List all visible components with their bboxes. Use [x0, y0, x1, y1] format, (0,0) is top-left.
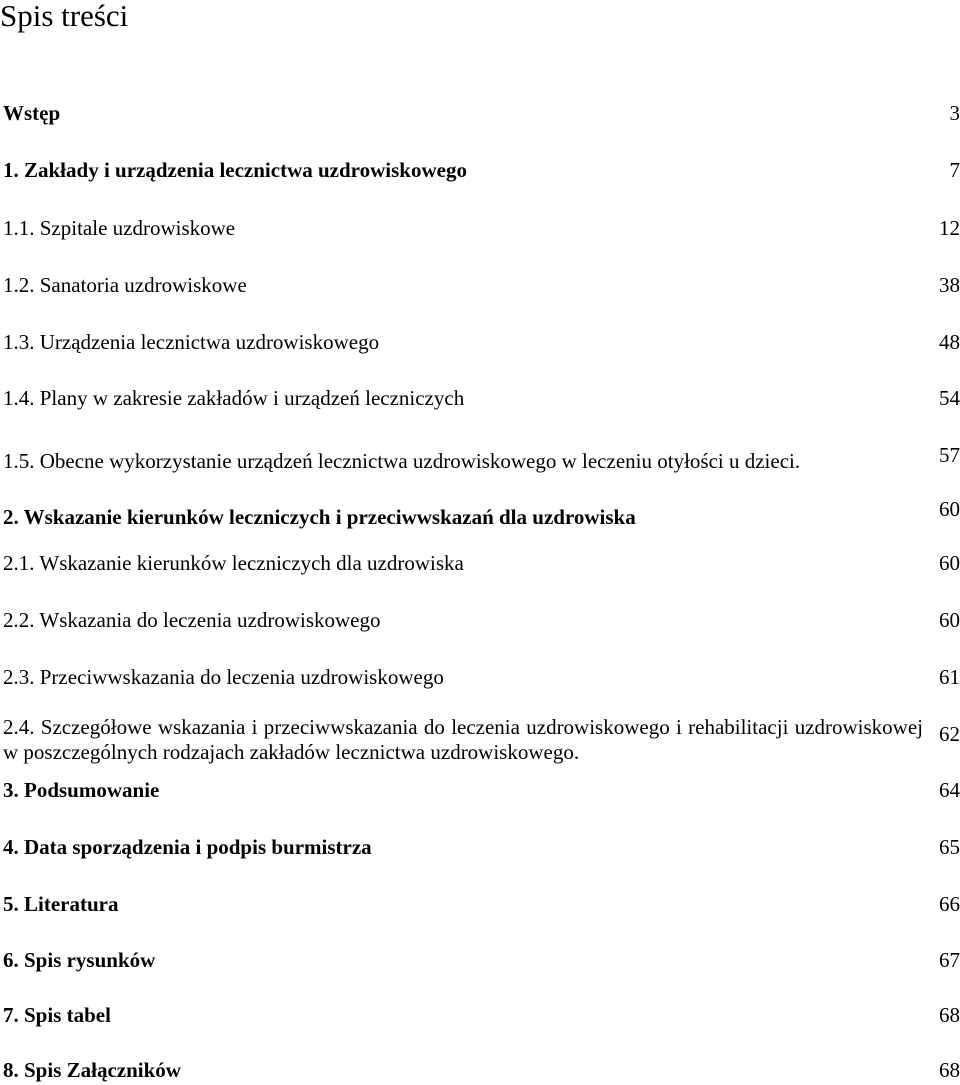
toc-page-number: 64: [939, 778, 960, 802]
toc-entry-chapter-4[interactable]: 4. Data sporządzenia i podpis burmistrza: [3, 835, 372, 859]
toc-page-number: 48: [939, 330, 960, 354]
toc-entry-section-1-3[interactable]: 1.3. Urządzenia lecznictwa uzdrowiskowego: [3, 330, 380, 354]
toc-page-number: 66: [939, 892, 960, 916]
toc-page-number: 3: [949, 101, 960, 125]
toc-page-number: 60: [939, 497, 960, 521]
toc-entry-chapter-1[interactable]: 1. Zakłady i urządzenia lecznictwa uzdrowiskowego: [3, 158, 467, 182]
toc-page-number: 60: [939, 551, 960, 575]
toc-page-number: 12: [939, 216, 960, 240]
toc-entry-section-1-1[interactable]: 1.1. Szpitale uzdrowiskowe: [3, 216, 236, 240]
toc-page-number: 38: [939, 273, 960, 297]
toc-entry-chapter-8[interactable]: 8. Spis Załączników: [3, 1058, 181, 1082]
toc-page-number: 7: [949, 158, 960, 182]
toc-entry-chapter-6[interactable]: 6. Spis rysunków: [3, 948, 156, 972]
toc-page-number: 61: [939, 665, 960, 689]
toc-entry-section-2-2[interactable]: 2.2. Wskazania do leczenia uzdrowiskowego: [3, 608, 381, 632]
toc-entry-chapter-7[interactable]: 7. Spis tabel: [3, 1003, 111, 1027]
page-title: Spis treści: [0, 0, 129, 33]
toc-page-number: 65: [939, 835, 960, 859]
toc-entry-section-2-4[interactable]: 2.4. Szczegółowe wskazania i przeciwwskazania do leczenia uzdrowiskowego i rehabilitacji uzdrowiskowej w poszczególnych rodzajach zakładów lecznictwa uzdrowiskowego.: [3, 715, 923, 764]
toc-page-number: 68: [939, 1003, 960, 1027]
toc-page-number: 57: [939, 443, 960, 467]
toc-entry-chapter-2[interactable]: 2. Wskazanie kierunków leczniczych i przeciwwskazań dla uzdrowiska: [3, 505, 636, 529]
toc-entry-chapter-5[interactable]: 5. Literatura: [3, 892, 119, 916]
toc-entry-section-1-2[interactable]: 1.2. Sanatoria uzdrowiskowe: [3, 273, 247, 297]
toc-page-number: 54: [939, 386, 960, 410]
toc-entry-section-2-1[interactable]: 2.1. Wskazanie kierunków leczniczych dla uzdrowiska: [3, 551, 464, 575]
toc-entry-section-1-5[interactable]: 1.5. Obecne wykorzystanie urządzeń lecznictwa uzdrowiskowego w leczeniu otyłości u dzieci.: [3, 449, 801, 473]
toc-entry-chapter-3[interactable]: 3. Podsumowanie: [3, 778, 160, 802]
toc-entry-introduction[interactable]: Wstęp: [3, 101, 61, 125]
toc-entry-section-1-4[interactable]: 1.4. Plany w zakresie zakładów i urządzeń leczniczych: [3, 386, 465, 410]
toc-page-number: 62: [939, 722, 960, 746]
toc-page-number: 60: [939, 608, 960, 632]
toc-entry-section-2-3[interactable]: 2.3. Przeciwwskazania do leczenia uzdrowiskowego: [3, 665, 444, 689]
toc-page-number: 67: [939, 948, 960, 972]
toc-page-number: 68: [939, 1058, 960, 1082]
